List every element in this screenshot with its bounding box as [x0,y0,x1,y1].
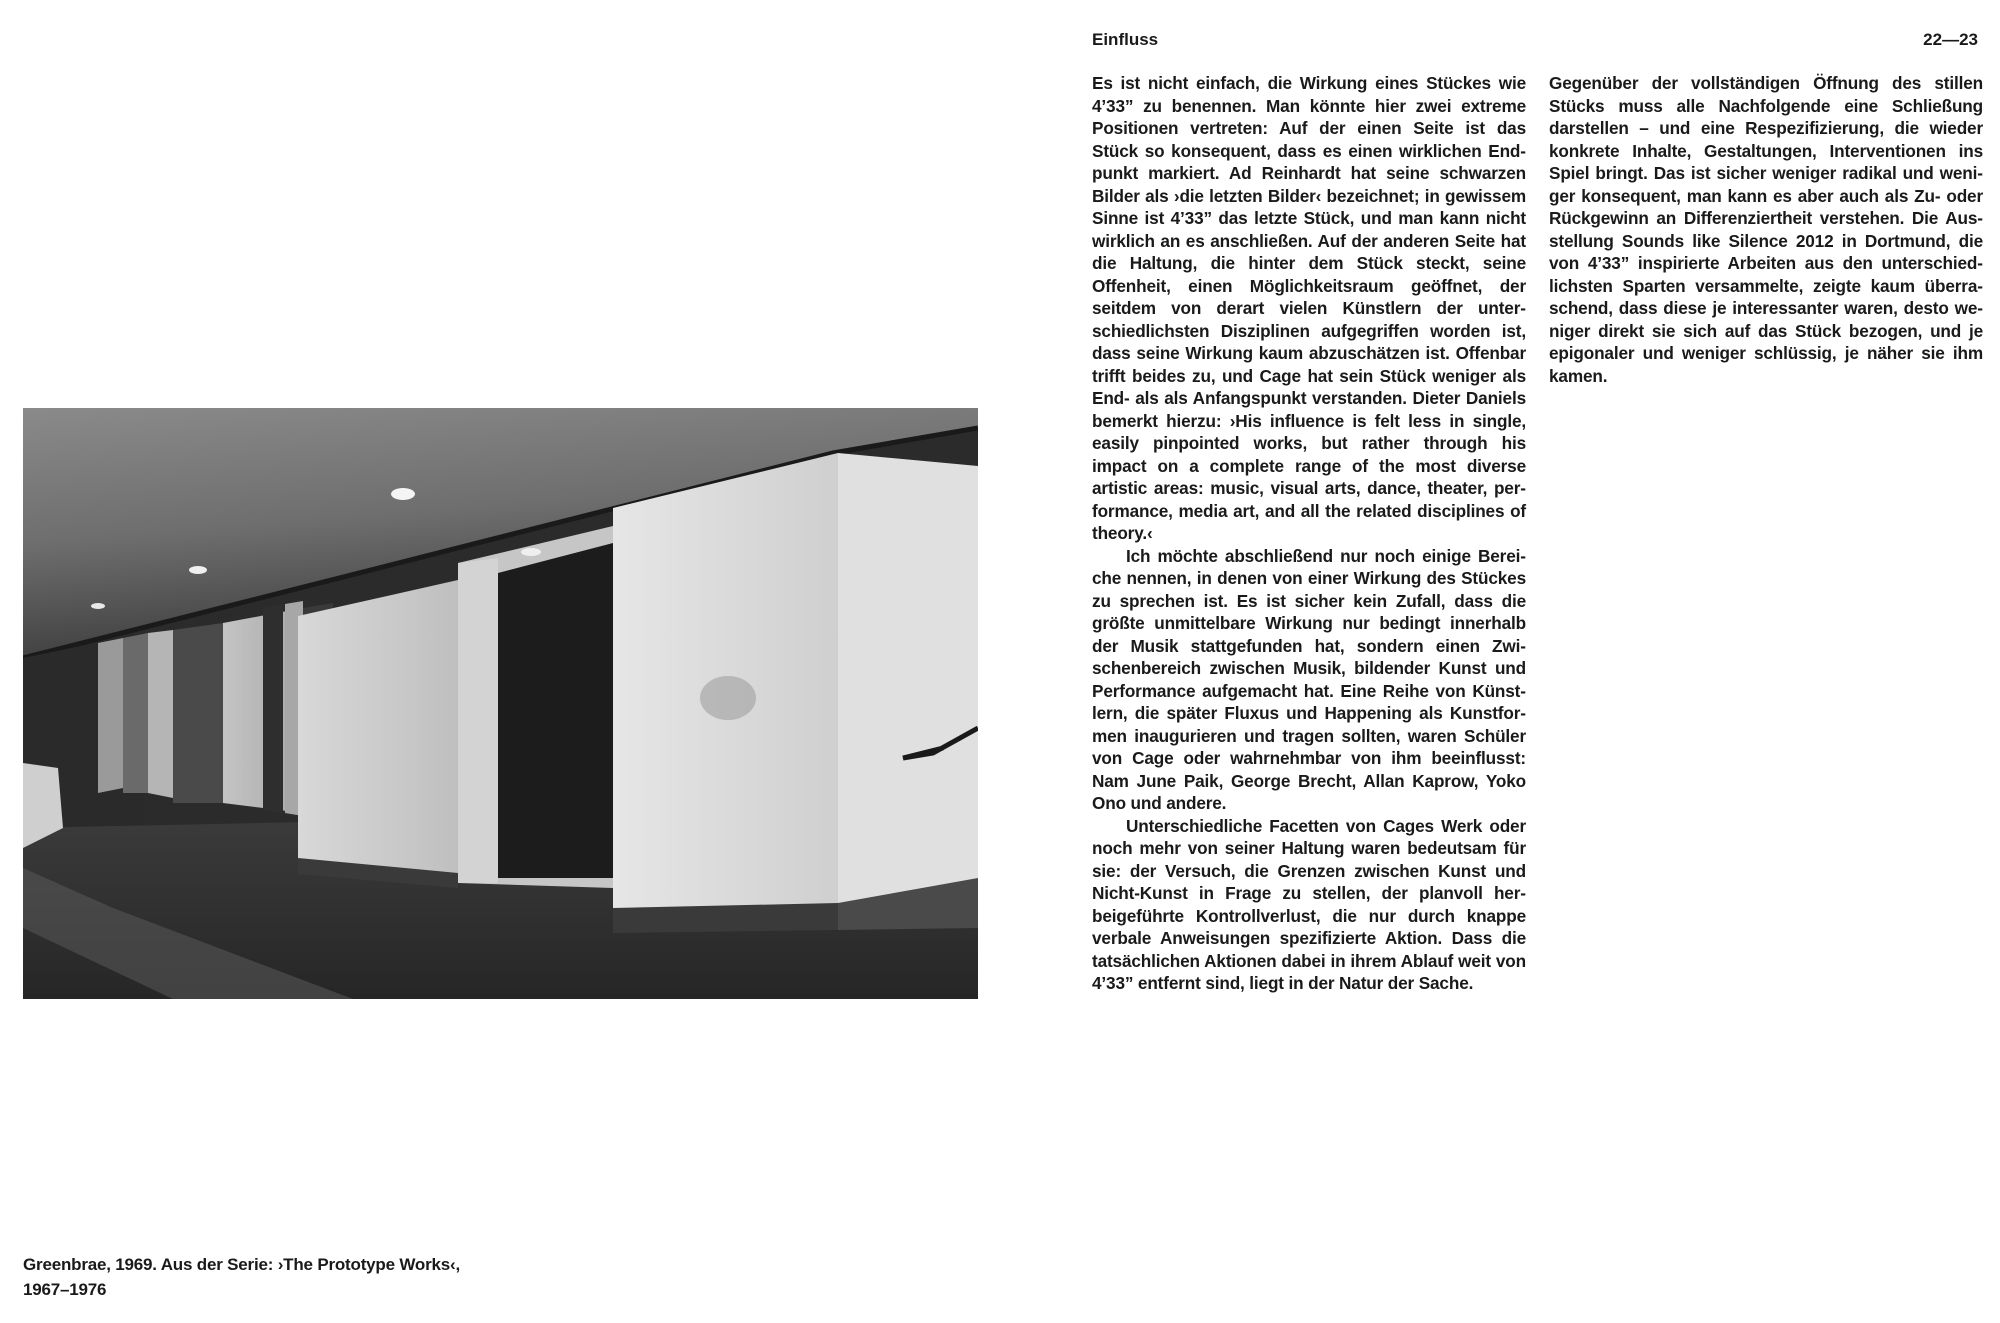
photograph-illustration [23,408,978,999]
running-head-section-title: Einfluss [1092,30,1159,49]
paragraph-2: Ich möchte abschließend nur noch einige Bereiche nennen, in denen von einer Wirkung des Stückes zu sprechen ist. Es ist sicher kein Zufall, dass die größte unmittelbare Wirkung nur bedingt innerhalb der Musik stattgefunden hat, sondern einen Zwischenbereich zwischen Musik, bildender Kunst und Performance aufgemacht hat. Eine Reihe von Künstlern, die später Fluxus und Happening als Kunstformen inaugurieren und tragen sollten, waren Schüler von Cage oder wahrnehmbar von ihm beeinflusst: Nam June Paik, George Brecht, Allan Kaprow, Yoko Ono und andere. [1092,545,1526,813]
text-column-left [1092,72,1526,995]
paragraph-1: Es ist nicht einfach, die Wirkung eines Stückes wie 4’33” zu benennen. Man könnte hier zwei extreme Positionen vertreten: Auf der einen Seite ist das Stück so konsequent, dass es einen wirklichen Endpunkt markiert. Ad Reinhardt hat seine schwarzen Bilder als ›die letzten Bilder‹ bezeichnet; in gewissem Sinne ist 4’33” das letzte Stück, und man kann nicht wirklich an es anschließen. Auf der anderen Seite hat die Haltung, die hinter dem Stück steckt, seine Offenheit, einen Möglichkeitsraum geöffnet, der seitdem von derart vielen Künstlern der unterschiedlichsten Disziplinen aufgegriffen worden ist, dass seine Wirkung kaum abzuschätzen ist. Offenbar trifft beides zu, und Cage hat sein Stück weniger als End- als als Anfangspunkt verstanden. Dieter Daniels bemerkt hierzu: ›His influence is felt less in single, easily pinpointed works, but rather through his impact on a complete range of the most diverse artistic areas: music, visual arts, dance, theater, performance, media art, and all the related disciplines of theory.‹ [1092,73,1526,543]
photograph-concrete-corridor [23,408,978,999]
caption-line-2: 1967–1976 [23,1280,107,1299]
figure-caption [23,1252,543,1302]
paragraph-4: Gegenüber der vollständigen Öffnung des stillen Stücks muss alle Nachfolgende eine Schließung darstellen – und eine Respezifizierung, die wieder konkrete Inhalte, Gestaltungen, Interventionen ins Spiel bringt. Das ist sicher weniger radikal und weniger konsequent, man kann es aber auch als Zu- oder Rückgewinn an Differenziertheit verstehen. Die Ausstellung Sounds like Silence 2012 in Dortmund, die von 4’33” inspirierte Arbeiten aus den unterschiedlichsten Sparten versammelte, zeigte kaum überraschend, dass diese je interessanter waren, desto weniger direkt sie sich auf das Stück bezogen, und je epigonaler und weniger schlüssig, je näher sie ihm kamen. [1549,73,1983,386]
text-column-right [1549,72,1983,387]
page-numbers: 22—23 [1923,30,1978,49]
caption-line-1: Greenbrae, 1969. Aus der Serie: ›The Prototype Works‹, [23,1255,461,1274]
paragraph-3: Unterschiedliche Facetten von Cages Werk oder noch mehr von seiner Haltung waren bedeutsam für sie: der Versuch, die Grenzen zwischen Kunst und Nicht-Kunst in Frage zu stellen, der planvoll herbeigeführte Kontrollverlust, die nur durch knappe verbale Anweisungen spezifizierte Aktion. Dass die tatsächlichen Aktionen dabei in ihrem Ablauf weit von 4’33” entfernt sind, liegt in der Natur der Sache. [1092,815,1526,993]
